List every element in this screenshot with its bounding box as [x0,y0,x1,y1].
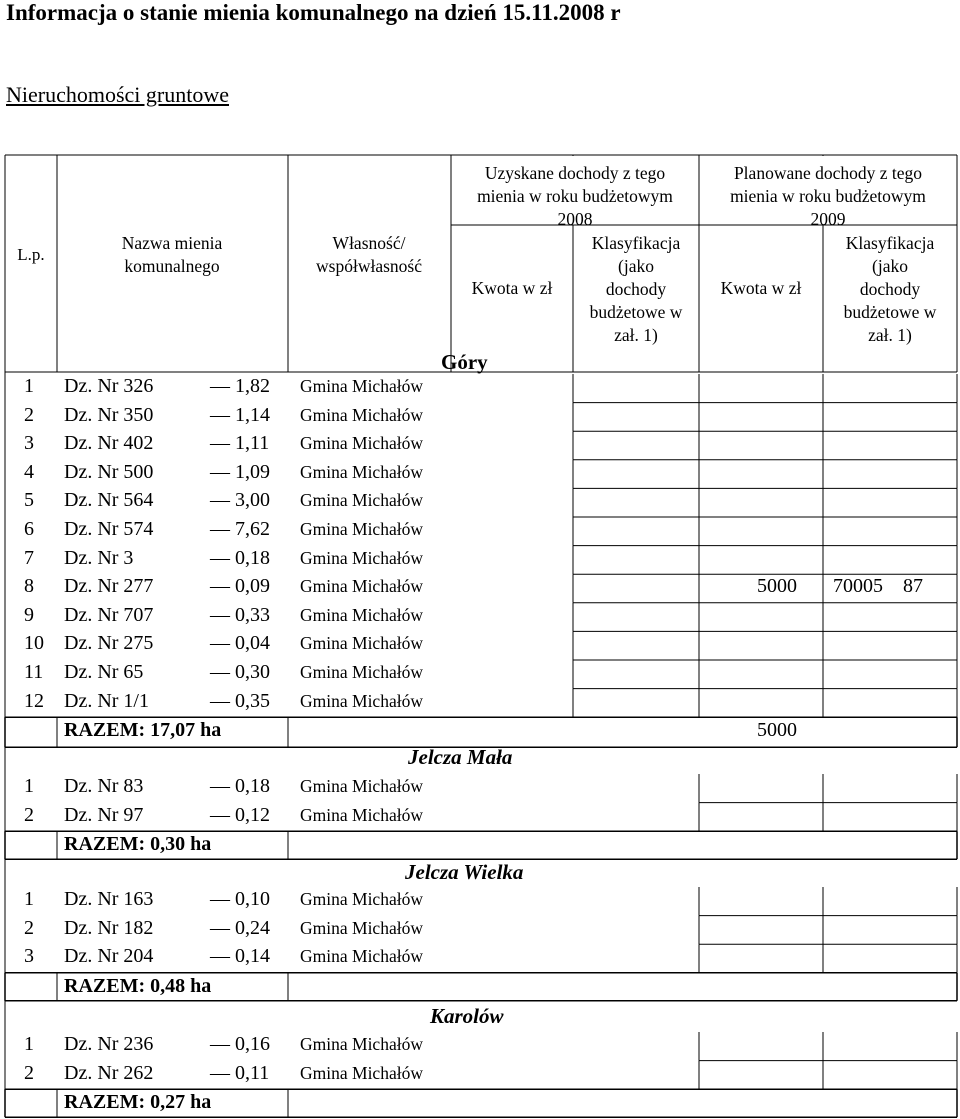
row-owner: Gmina Michałów [300,604,423,625]
header-lp: L.p. [17,245,45,264]
header-planowane: Planowane dochody z tego mienia w roku budżetowym 2009 [730,163,926,229]
row-owner: Gmina Michałów [300,376,423,396]
row-plan-kwota: 5000 [757,575,797,598]
row-parcel: Dz. Nr 182 [64,916,154,939]
razem-total: RAZEM: 0,48 ha [64,974,212,997]
row-parcel: Dz. Nr 574 [64,518,154,540]
row-parcel: Dz. Nr 277 [64,575,154,598]
row-parcel: Dz. Nr 402 [64,432,154,455]
row-parcel: Dz. Nr 262 [64,1061,154,1084]
razem-total: RAZEM: 0,30 ha [64,833,212,856]
header-planowane-kwota: Kwota w zł [720,278,802,298]
row-parcel: Dz. Nr 1/1 [64,689,149,712]
row-lp: 9 [24,603,34,626]
razem-plan-kwota: 5000 [757,719,797,742]
row-area: — 0,16 [210,1033,270,1055]
header-nazwa: Nazwa mienia komunalnego [121,233,223,276]
row-owner: Gmina Michałów [300,804,423,825]
page-title: Informacja o stanie mienia komunalnego na dzień 15.11.2008 r [6,0,621,25]
row-parcel: Dz. Nr 326 [64,375,154,397]
row-lp: 8 [24,575,34,598]
row-lp: 1 [24,375,34,397]
row-lp: 2 [24,1061,34,1084]
razem-total: RAZEM: 0,27 ha [64,1091,212,1114]
row-parcel: Dz. Nr 500 [64,460,154,483]
row-owner: Gmina Michałów [300,461,423,482]
row-owner: Gmina Michałów [300,404,423,425]
row-owner: Gmina Michałów [300,917,423,938]
row-owner: Gmina Michałów [300,1034,423,1054]
header-planowane-klasyfikacja: Klasyfikacja (jako dochody budżetowe w zał. 1) [843,233,937,345]
row-lp: 2 [24,916,34,939]
row-owner: Gmina Michałów [300,662,423,682]
row-parcel: Dz. Nr 3 [64,546,134,569]
row-owner: Gmina Michałów [300,490,423,511]
row-area: — 0,18 [210,775,270,797]
header-uzyskane-klasyfikacja: Klasyfikacja (jako dochody budżetowe w zał. 1) [589,233,683,345]
section-title: Jelcza Mała [408,745,513,769]
row-lp: 3 [24,945,34,968]
row-owner: Gmina Michałów [300,633,423,654]
row-parcel: Dz. Nr 350 [64,403,154,426]
row-lp: 3 [24,432,34,455]
row-area: — 1,14 [210,403,270,426]
row-area: — 1,82 [210,375,270,397]
row-area: — 0,24 [210,916,270,939]
row-area: — 1,09 [210,460,270,483]
row-parcel: Dz. Nr 163 [64,888,154,910]
row-plan-klasyfikacja-para: 87 [903,575,923,598]
row-owner: Gmina Michałów [300,433,423,454]
row-owner: Gmina Michałów [300,547,423,568]
row-area: — 0,12 [210,803,270,826]
section-title: Jelcza Wielka [405,860,524,884]
row-parcel: Dz. Nr 236 [64,1033,154,1055]
header-uzyskane-kwota: Kwota w zł [471,278,553,298]
row-area: — 0,35 [210,689,270,712]
row-lp: 10 [24,632,44,655]
row-owner: Gmina Michałów [300,946,423,967]
row-parcel: Dz. Nr 275 [64,632,154,655]
row-area: — 7,62 [210,518,270,540]
row-lp: 11 [24,661,44,683]
row-owner: Gmina Michałów [300,690,423,711]
row-area: — 0,10 [210,888,270,910]
row-owner: Gmina Michałów [300,776,423,796]
row-parcel: Dz. Nr 204 [64,945,154,968]
row-plan-klasyfikacja: 70005 [833,575,883,598]
row-lp: 1 [24,888,34,910]
row-area: — 0,33 [210,603,270,626]
row-owner: Gmina Michałów [300,889,423,909]
row-parcel: Dz. Nr 97 [64,803,144,826]
row-area: — 0,30 [210,661,270,683]
row-lp: 1 [24,1033,34,1055]
row-lp: 12 [24,689,44,712]
row-area: — 0,18 [210,546,270,569]
razem-total: RAZEM: 17,07 ha [64,719,222,742]
row-parcel: Dz. Nr 564 [64,489,154,512]
row-area: — 0,11 [210,1061,270,1084]
row-lp: 2 [24,403,34,426]
row-area: — 0,09 [210,575,270,598]
header-wlasnosc: Własność/ współwłasność [316,233,422,276]
row-lp: 1 [24,775,34,797]
row-area: — 0,04 [210,632,270,655]
row-area: — 3,00 [210,489,270,512]
row-parcel: Dz. Nr 707 [64,603,154,626]
row-parcel: Dz. Nr 65 [64,661,144,683]
row-area: — 1,11 [210,432,270,455]
row-lp: 5 [24,489,34,512]
row-lp: 2 [24,803,34,826]
row-lp: 6 [24,518,34,540]
row-owner: Gmina Michałów [300,519,423,539]
page-subtitle: Nieruchomości gruntowe [6,82,229,107]
row-area: — 0,14 [210,945,270,968]
section-title: Karolów [430,1004,504,1028]
row-owner: Gmina Michałów [300,576,423,597]
header-uzyskane: Uzyskane dochody z tego mienia w roku budżetowym 2008 [477,163,673,229]
row-owner: Gmina Michałów [300,1062,423,1083]
row-parcel: Dz. Nr 83 [64,775,144,797]
row-lp: 7 [24,546,34,569]
section-title: Góry [441,350,488,374]
row-lp: 4 [24,460,34,483]
